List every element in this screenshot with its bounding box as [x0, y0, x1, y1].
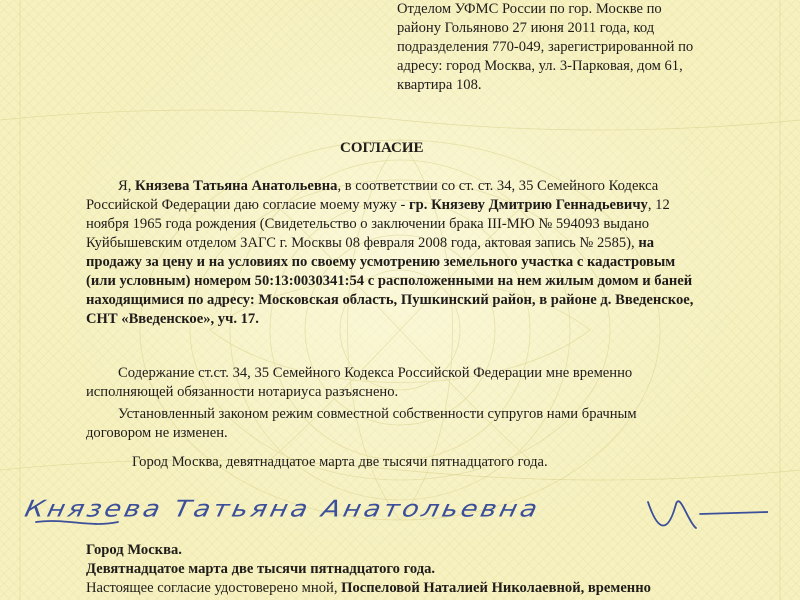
text-run: , 12 — [647, 197, 670, 213]
paragraph-line: договором не изменен. — [86, 425, 228, 441]
header-line-2: району Гольяново 27 июня 2011 года, код — [397, 20, 655, 36]
signature-flourish — [28, 492, 768, 542]
header-line-5: квартира 108. — [397, 77, 482, 93]
text-run: Я, — [118, 178, 136, 194]
consenter-name: Князева Татьяна Анатольевна — [135, 178, 338, 194]
paragraph-line: СНТ «Введенское», уч. 17. — [86, 311, 259, 327]
paragraph-line — [86, 234, 741, 253]
paragraph-line: ноября 1965 года рождения (Свидетельство о заключении брака III-МЮ № 594093 выдано — [86, 216, 650, 232]
spouse-name: гр. Князеву Дмитрию Геннадьевичу — [409, 197, 648, 213]
explanation-paragraph — [86, 364, 741, 402]
paragraph-line: находящимися по адресу: Московская область, Пушкинский район, в районе д. Введенское, — [86, 292, 694, 308]
text-run: на — [638, 235, 655, 251]
paragraph-line — [86, 177, 741, 196]
paragraph-line: исполняющей обязанности нотариуса разъяснено. — [86, 384, 399, 400]
marital-regime-paragraph — [86, 405, 741, 443]
text-run: Российской Федерации даю согласие моему мужу - — [86, 197, 410, 213]
paragraph-line: продажу за цену и на условиях по своему усмотрению земельного участка с кадастровым — [86, 254, 676, 270]
place-and-date: Город Москва, девятнадцатое марта две тысячи пятнадцатого года. — [132, 454, 548, 470]
text-run: Настоящее согласие удостоверено мной, — [86, 580, 342, 596]
notary-name: Поспеловой Наталией Николаевной, временно — [341, 580, 651, 596]
handwritten-signature — [22, 492, 768, 542]
header-line-4: адресу: город Москва, ул. 3-Парковая, дом 61, — [397, 58, 683, 74]
footer-city: Город Москва. — [86, 542, 182, 558]
header-line-3: подразделения 770-049, зарегистрированной по — [397, 39, 694, 55]
text-run: Куйбышевским отделом ЗАГС г. Москвы 08 февраля 2008 года, актовая запись № 2585), — [86, 235, 639, 251]
footer-date: Девятнадцатое марта две тысячи пятнадцатого года. — [86, 561, 436, 577]
text-run: , в соответствии со ст. ст. 34, 35 Семейного Кодекса — [337, 178, 659, 194]
notary-certification-line — [86, 579, 651, 598]
header-line-1: Отделом УФМС России по гор. Москве по — [397, 1, 662, 17]
paragraph-line — [86, 196, 741, 215]
consent-paragraph — [86, 177, 741, 329]
paragraph-line: (или условным) номером 50:13:0030341:54 с расположенными на нем жилым домом и баней — [86, 273, 693, 289]
paragraph-line: Содержание ст.ст. 34, 35 Семейного Кодекса Российской Федерации мне временно — [118, 365, 633, 381]
document-title: СОГЛАСИЕ — [340, 140, 424, 156]
paragraph-line: Установленный законом режим совместной собственности супругов нами брачным — [118, 406, 637, 422]
signature-text: Князева Татьяна Анатольевна — [22, 496, 543, 523]
